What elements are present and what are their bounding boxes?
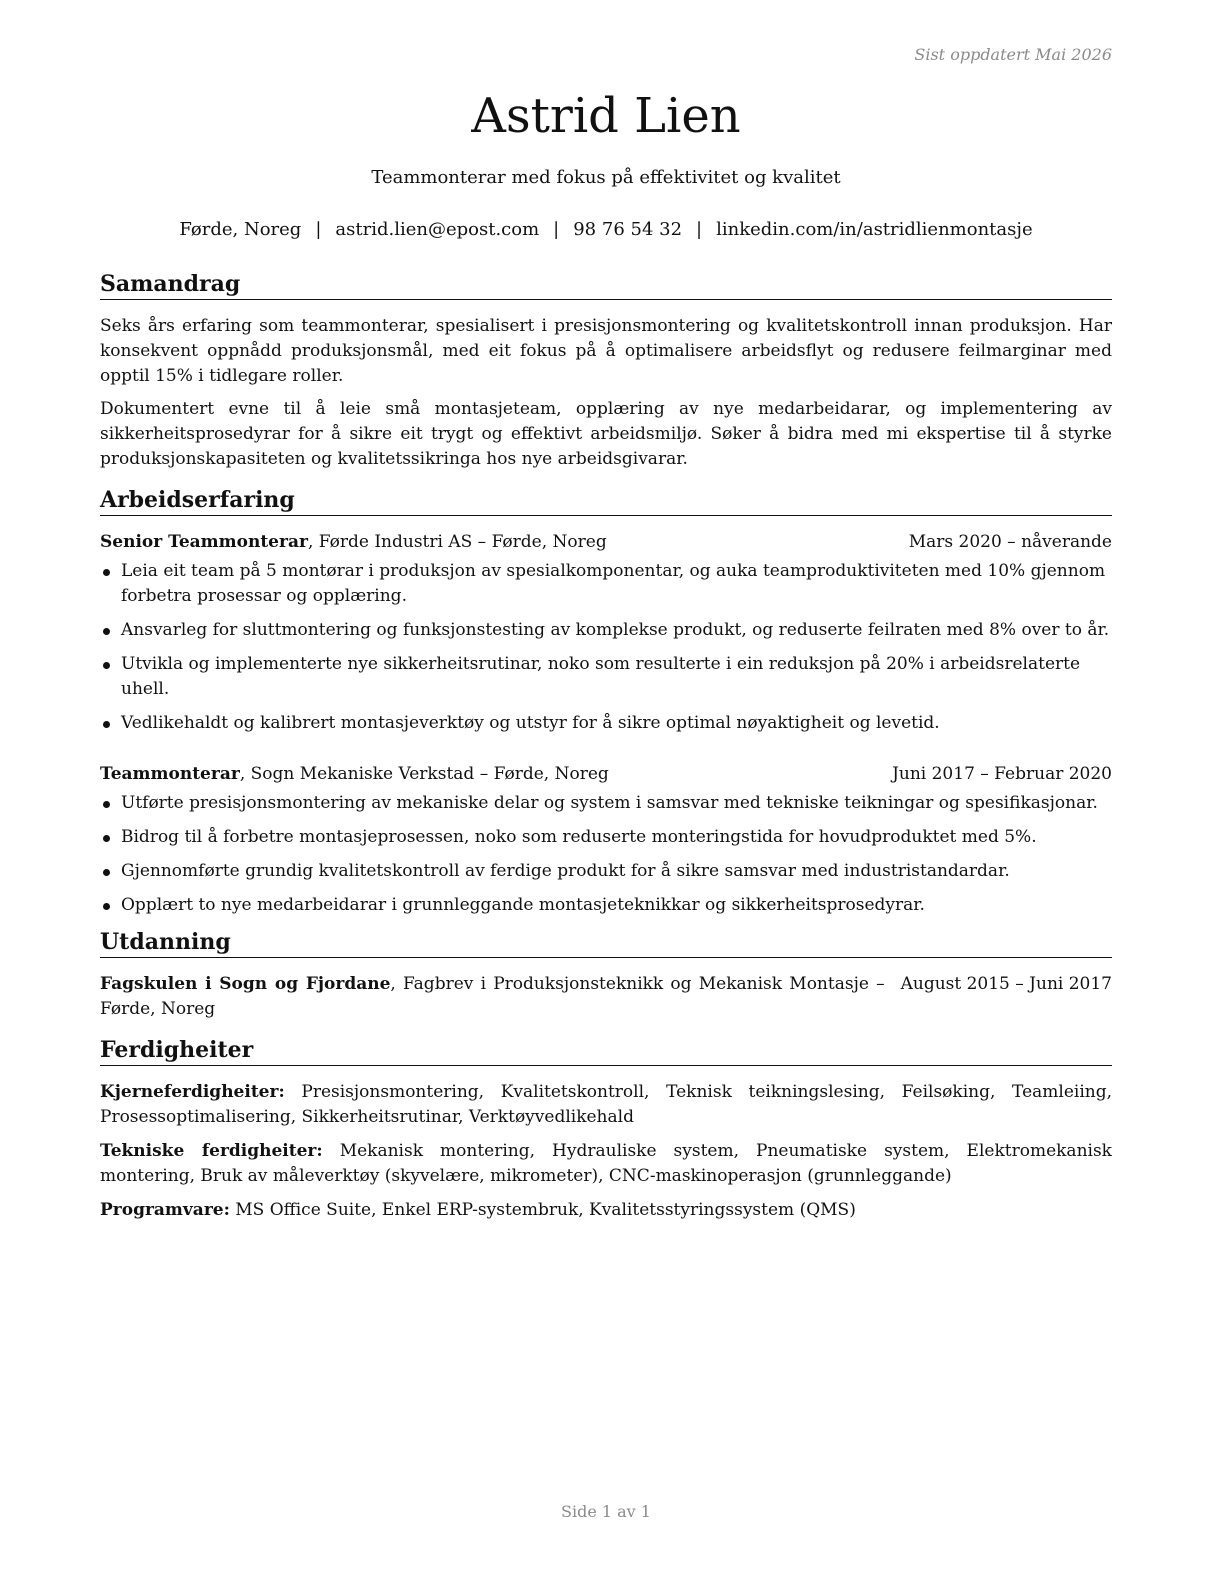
job-entry (100, 762, 1112, 918)
last-updated: Sist oppdatert Mai 2026 (914, 45, 1112, 64)
tagline: Teammonterar med fokus på effektivitet og kvalitet (371, 167, 841, 188)
job-dates: Mars 2020 – nåverande (908, 532, 1112, 552)
skill-group-label: Programvare: (100, 1200, 230, 1220)
job-header (100, 530, 1112, 555)
contact-separator: | (696, 219, 703, 240)
education-details (100, 972, 901, 1022)
job-bullet: Vedlikehaldt og kalibrert montasjeverktøy og utstyr for å sikre optimal nøyaktigheit og levetid. (100, 711, 1112, 736)
contact-separator: | (315, 219, 322, 240)
section-title-summary: Samandrag (100, 270, 1112, 300)
contact-location: Førde, Noreg (179, 219, 302, 240)
job-dates: Juni 2017 – Februar 2020 (892, 764, 1112, 784)
resume-page (100, 0, 1112, 1584)
job-role: Teammonterar (100, 764, 240, 784)
section-title-education: Utdanning (100, 928, 1112, 958)
job-title-line (100, 762, 609, 787)
section-title-experience: Arbeidserfaring (100, 486, 1112, 516)
job-role: Senior Teammonterar (100, 532, 308, 552)
education-location: Førde, Noreg (100, 999, 216, 1019)
job-bullet: Utvikla og implementerte nye sikkerheitsrutinar, noko som resulterte i ein reduksjon på 20% i arbeidsrelaterte uhell. (100, 652, 1112, 702)
education-degree: , Fagbrev i Produksjonsteknikk og Mekanisk Montasje – (390, 974, 885, 994)
skill-group (100, 1198, 1112, 1223)
education-section (100, 928, 1112, 1022)
job-bullet: Leia eit team på 5 montørar i produksjon av spesialkomponentar, og auka teamproduktiviteten med 10% gjennom forbetra prosessar og opplæring. (100, 559, 1112, 609)
contact-linkedin[interactable]: linkedin.com/in/astridlienmontasje (716, 219, 1033, 240)
job-bullet: Utførte presisjonsmontering av mekaniske delar og system i samsvar med tekniske teikningar og spesifikasjonar. (100, 791, 1112, 816)
summary-section (100, 270, 1112, 472)
job-header (100, 762, 1112, 787)
skill-group-label: Tekniske ferdigheiter: (100, 1141, 323, 1161)
education-entry (100, 972, 1112, 1022)
summary-paragraph: Seks års erfaring som teammonterar, spesialisert i presisjonsmontering og kvalitetskontroll innan produksjon. Har konsekvent oppnådd produksjonsmål, med eit fokus på å optimalisere arbeidsflyt og redusere feilmarginar med opptil 15% i tidlegare roller. (100, 316, 1112, 386)
job-title-line (100, 530, 607, 555)
skill-group-text: Mekanisk montering, Hydrauliske system, Pneumatiske system, Elektromekanisk montering, Bruk av måleverktøy (skyvelære, mikrometer), CNC-maskinoperasjon (grunnleggande) (100, 1141, 1112, 1186)
skill-group-label: Kjerneferdigheiter: (100, 1082, 285, 1102)
job-bullet: Gjennomførte grundig kvalitetskontroll av ferdige produkt for å sikre samsvar med industristandardar. (100, 859, 1112, 884)
page-number: Side 1 av 1 (561, 1502, 651, 1521)
education-dates: August 2015 – Juni 2017 (900, 974, 1112, 994)
job-company: , Førde Industri AS – Førde, Noreg (307, 532, 607, 552)
skill-group-text: Presisjonsmontering, Kvalitetskontroll, Teknisk teikningslesing, Feilsøking, Teamleiing, Prosessoptimalisering, Sikkerheitsrutinar, Verktøyvedlikehald (100, 1082, 1112, 1127)
job-bullets (100, 791, 1112, 918)
candidate-name: Astrid Lien (471, 88, 741, 144)
section-title-skills: Ferdigheiter (100, 1036, 1112, 1066)
contact-email[interactable]: astrid.lien@epost.com (335, 219, 540, 240)
skills-section (100, 1036, 1112, 1223)
contact-separator: | (553, 219, 560, 240)
resume-content (100, 270, 1112, 1223)
education-school: Fagskulen i Sogn og Fjordane (100, 974, 391, 994)
contact-phone: 98 76 54 32 (573, 219, 683, 240)
summary-paragraph: Dokumentert evne til å leie små montasjeteam, opplæring av nye medarbeidarar, og implementering av sikkerheitsprosedyrar for å sikre eit trygt og effektivt arbeidsmiljø. Søker å bidra med mi ekspertise til å styrke produksjonskapasiteten og kvalitetssikringa hos nye arbeidsgivarar. (100, 399, 1112, 469)
experience-section (100, 486, 1112, 918)
job-bullets (100, 559, 1112, 736)
skill-group (100, 1139, 1112, 1189)
job-entry (100, 530, 1112, 736)
job-bullet: Bidrog til å forbetre montasjeprosessen, noko som reduserte monteringstida for hovudproduktet med 5%. (100, 825, 1112, 850)
job-company: , Sogn Mekaniske Verkstad – Førde, Noreg (239, 764, 609, 784)
skill-group (100, 1080, 1112, 1130)
skill-group-text: MS Office Suite, Enkel ERP-systembruk, Kvalitetsstyringssystem (QMS) (229, 1200, 856, 1220)
job-bullet: Opplært to nye medarbeidarar i grunnleggande montasjeteknikkar og sikkerheitsprosedyrar. (100, 893, 1112, 918)
job-bullet: Ansvarleg for sluttmontering og funksjonstesting av komplekse produkt, og reduserte feilraten med 8% over to år. (100, 618, 1112, 643)
contact-line (100, 219, 1112, 240)
